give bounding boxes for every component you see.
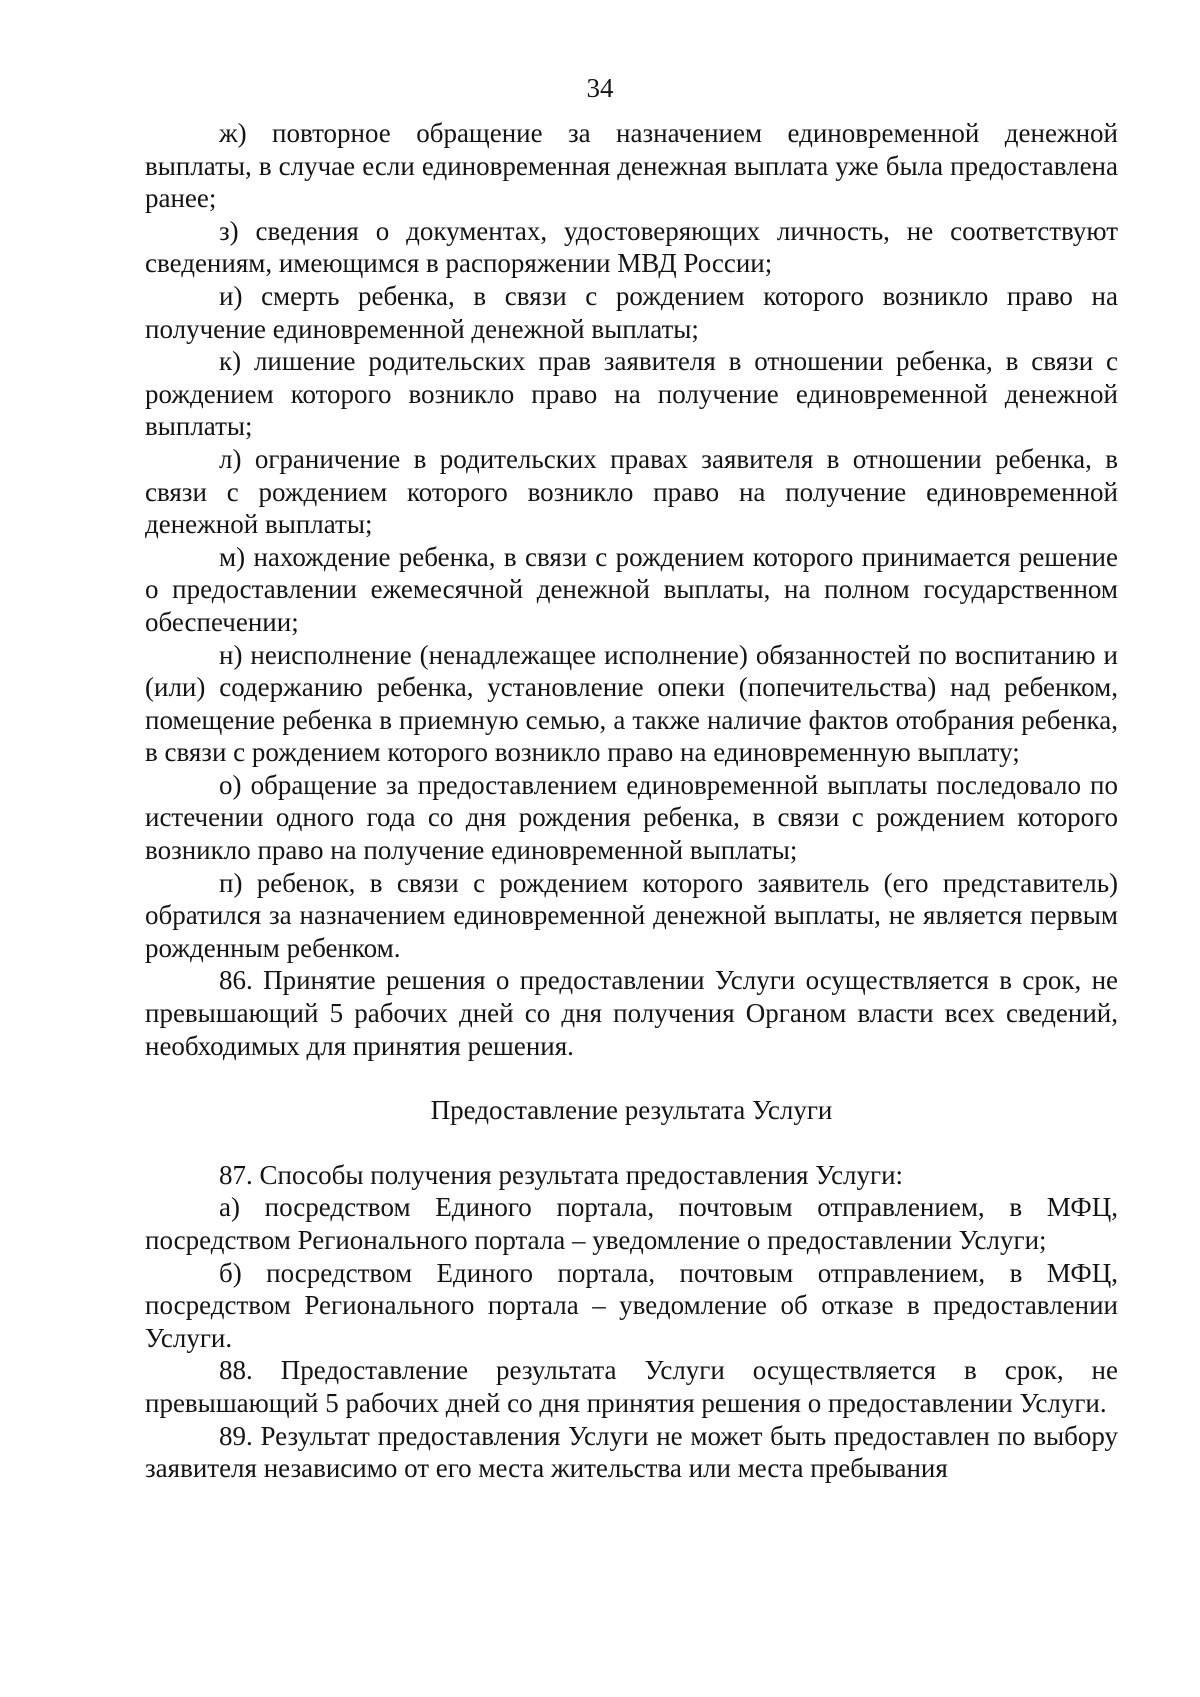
- paragraph-z: з) сведения о документах, удостоверяющих личность, не соответствуют сведениям, имеющимся в распоряжении МВД России;: [145, 215, 1118, 279]
- paragraph-p: п) ребенок, в связи с рождением которого заявитель (его представитель) обратился за назначением единовременной денежной выплаты, не является первым рожденным ребенком.: [145, 867, 1118, 963]
- paragraph-n: н) неисполнение (ненадлежащее исполнение) обязанностей по воспитанию и (или) содержанию ребенка, установление опеки (попечительства) над ребенком, помещение ребенка в приемную семью, а также наличие фактов отобрания ребенка, в связи с рождением которого возникло право на единовременную выплату;: [145, 639, 1118, 768]
- paragraph-m: м) нахождение ребенка, в связи с рождением которого принимается решение о предоставлении ежемесячной денежной выплаты, на полном государственном обеспечении;: [145, 541, 1118, 637]
- paragraph-87: 87. Способы получения результата предоставления Услуги:: [219, 1159, 904, 1190]
- paragraph-o: о) обращение за предоставлением единовременной выплаты последовало по истечении одного года со дня рождения ребенка, в связи с рождением которого возникло право на получение единовременной выплаты;: [145, 769, 1118, 866]
- paragraph-86: 86. Принятие решения о предоставлении Услуги осуществляется в срок, не превышающий 5 рабочих дней со дня получения Органом власти всех сведений, необходимых для принятия решения.: [145, 965, 1118, 1061]
- section-heading: Предоставление результата Услуги: [430, 1095, 833, 1126]
- paragraph-zh: ж) повторное обращение за назначением единовременной денежной выплаты, в случае если единовременная денежная выплата уже была предоставлена ранее;: [145, 118, 1118, 214]
- paragraph-i: и) смерть ребенка, в связи с рождением которого возникло право на получение единовременной денежной выплаты;: [145, 280, 1118, 344]
- paragraph-88: 88. Предоставление результата Услуги осуществляется в срок, не превышающий 5 рабочих дней со дня принятия решения о предоставлении Услуги.: [145, 1355, 1118, 1418]
- paragraph-89: 89. Результат предоставления Услуги не может быть предоставлен по выбору заявителя независимо от его места жительства или места пребывания: [145, 1420, 1118, 1484]
- paragraph-87-b: б) посредством Единого портала, почтовым отправлением, в МФЦ, посредством Регионального портала – уведомление об отказе в предоставлении Услуги.: [145, 1257, 1118, 1353]
- paragraph-l: л) ограничение в родительских правах заявителя в отношении ребенка, в связи с рождением которого возникло право на получение единовременной денежной выплаты;: [145, 443, 1118, 540]
- page-number: 34: [586, 73, 614, 103]
- document-body: [145, 117, 1118, 1485]
- paragraph-k: к) лишение родительских прав заявителя в отношении ребенка, в связи с рождением которого возникло право на получение единовременной денежной выплаты;: [145, 346, 1118, 442]
- paragraph-87-a: а) посредством Единого портала, почтовым отправлением, в МФЦ, посредством Регионального портала – уведомление о предоставлении Услуги;: [145, 1192, 1118, 1255]
